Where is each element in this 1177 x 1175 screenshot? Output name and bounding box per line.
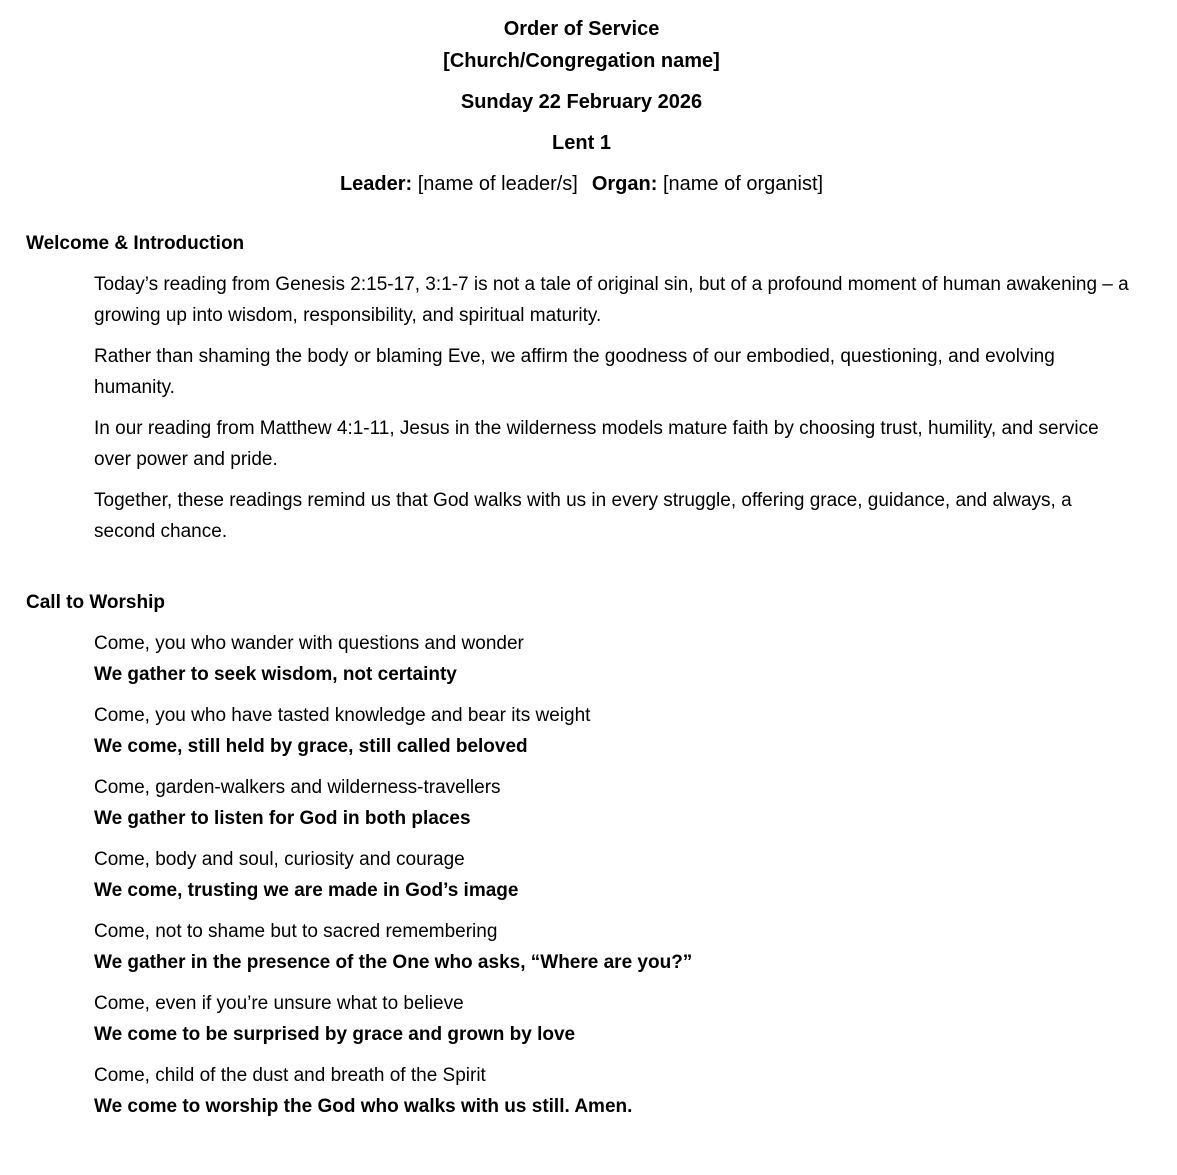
response-line: We come to be surprised by grace and grown by love bbox=[94, 1023, 576, 1045]
welcome-paragraph: Together, these readings remind us that God walks with us in every struggle, offering grace, guidance, and always, a second chance. bbox=[94, 490, 1072, 542]
call-to-worship-body bbox=[94, 629, 1135, 1122]
service-date: Sunday 22 February 2026 bbox=[460, 91, 703, 113]
call-line: Come, you who wander with questions and wonder bbox=[94, 633, 524, 654]
call-to-worship-heading: Call to Worship bbox=[26, 592, 165, 613]
call-line: Come, even if you’re unsure what to believe bbox=[94, 993, 464, 1014]
organist-name-placeholder: [name of organist] bbox=[662, 173, 824, 195]
title-block bbox=[26, 13, 1137, 77]
leader-label: Leader: bbox=[339, 173, 413, 195]
worship-couplet bbox=[94, 1061, 1135, 1122]
church-name-placeholder: [Church/Congregation name] bbox=[443, 50, 720, 72]
response-line: We come, still held by grace, still called beloved bbox=[94, 735, 528, 757]
officiants-line bbox=[26, 168, 1137, 200]
call-to-worship-section bbox=[26, 588, 1137, 1122]
organ-label: Organ: bbox=[591, 173, 658, 195]
response-line: We come, trusting we are made in God’s image bbox=[94, 879, 519, 901]
response-line: We come to worship the God who walks with us still. Amen. bbox=[94, 1095, 633, 1117]
welcome-paragraph: Rather than shaming the body or blaming Eve, we affirm the goodness of our embodied, questioning, and evolving humanity. bbox=[94, 346, 1055, 398]
welcome-introduction-body bbox=[94, 270, 1135, 547]
worship-couplet bbox=[94, 629, 1135, 690]
call-line: Come, you who have tasted knowledge and bear its weight bbox=[94, 705, 591, 726]
call-line: Come, not to shame but to sacred remembering bbox=[94, 921, 498, 942]
worship-couplet bbox=[94, 773, 1135, 834]
call-line: Come, body and soul, curiosity and courage bbox=[94, 849, 465, 870]
response-line: We gather to listen for God in both places bbox=[94, 807, 471, 829]
welcome-introduction-section bbox=[26, 229, 1137, 547]
worship-couplet bbox=[94, 917, 1135, 978]
leader-name-placeholder: [name of leader/s] bbox=[417, 173, 578, 195]
response-line: We gather to seek wisdom, not certainty bbox=[94, 663, 457, 685]
document-header bbox=[26, 13, 1137, 200]
worship-couplet bbox=[94, 845, 1135, 906]
call-line: Come, child of the dust and breath of the Spirit bbox=[94, 1065, 486, 1086]
response-line: We gather in the presence of the One who asks, “Where are you?” bbox=[94, 951, 693, 973]
call-line: Come, garden-walkers and wilderness-travellers bbox=[94, 777, 501, 798]
worship-couplet bbox=[94, 989, 1135, 1050]
page-title: Order of Service bbox=[503, 18, 660, 40]
welcome-paragraph: Today’s reading from Genesis 2:15-17, 3:1-7 is not a tale of original sin, but of a profound moment of human awakening – a growing up into wisdom, responsibility, and spiritual maturity. bbox=[94, 274, 1129, 326]
season-label: Lent 1 bbox=[552, 132, 611, 154]
welcome-paragraph: In our reading from Matthew 4:1-11, Jesus in the wilderness models mature faith by choosing trust, humility, and service over power and pride. bbox=[94, 418, 1099, 470]
worship-couplet bbox=[94, 701, 1135, 762]
welcome-introduction-heading: Welcome & Introduction bbox=[26, 233, 245, 254]
